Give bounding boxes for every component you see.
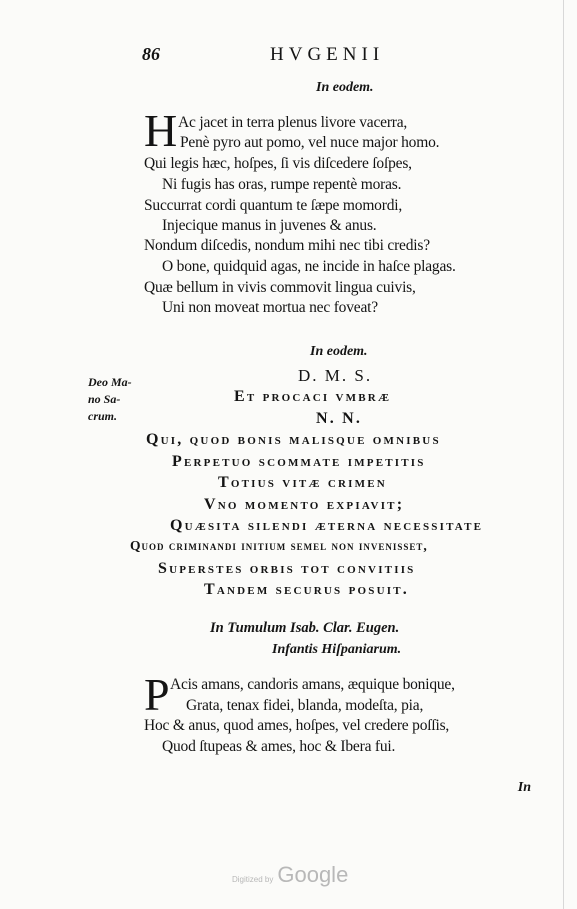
epitaph-line-4: Perpetuo scommate impetitis (172, 453, 426, 470)
poem3-line-2: Grata, tenax fidei, blanda, modeſta, pia, (186, 697, 424, 714)
margin-note-line-2: no Sa- (88, 392, 121, 406)
epitaph-line-2: N. N. (316, 410, 363, 427)
poem3-subtitle: Infantis Hiſpaniarum. (272, 642, 402, 657)
page-number: 86 (142, 44, 160, 64)
epitaph-line-10: Tandem securus posuit. (204, 581, 409, 598)
catchword: In (517, 780, 531, 795)
epitaph-line-5: Totius vitæ crimen (218, 474, 387, 491)
poem3-line-4: Quod ſtupeas & ames, hoc & Ibera fui. (162, 738, 396, 755)
poem3-drop-cap: P (144, 669, 170, 720)
digitized-watermark (232, 862, 348, 888)
poem1-line-1: Ac jacet in terra plenus livore vacerra, (178, 114, 408, 131)
poem1-line-6: Injecique manus in juvenes & anus. (162, 217, 377, 234)
running-head: HVGENII (270, 44, 385, 65)
epitaph-line-1: Et procaci vmbræ (234, 388, 392, 405)
epitaph-line-7: Quæsita silendi æterna necessitate (170, 517, 484, 534)
poem3-line-3: Hoc & anus, quod ames, hoſpes, vel credere poſſis, (144, 717, 450, 734)
poem1-line-9: Quæ bellum in vivis commovit lingua cuivis, (144, 279, 416, 296)
dms-heading: D. M. S. (298, 366, 373, 385)
poem1-line-5: Succurrat cordi quantum te ſæpe momordi, (144, 197, 403, 214)
poem1-line-3: Qui legis hæc, hoſpes, ſi vis diſcedere ſoſpes, (144, 155, 412, 172)
poem1-line-2: Penè pyro aut pomo, vel nuce major homo. (180, 134, 440, 151)
margin-note-line-3: crum. (88, 409, 118, 423)
epitaph-line-6: Vno momento expiavit; (204, 496, 405, 513)
poem1-line-4: Ni fugis has oras, rumpe repentè moras. (162, 176, 402, 193)
poem1-line-7: Nondum diſcedis, nondum mihi nec tibi credis? (144, 237, 430, 254)
poem3-title: In Tumulum Isab. Clar. Eugen. (210, 620, 400, 636)
watermark-small-text: Digitized by (232, 875, 274, 884)
epitaph-line-9: Superstes orbis tot convitiis (158, 560, 416, 577)
poem2-title: In eodem. (310, 344, 368, 359)
poem1-line-10: Uni non moveat mortua nec foveat? (162, 299, 378, 316)
poem1-line-8: O bone, quidquid agas, ne incide in haſce plagas. (162, 258, 456, 275)
watermark-google-text: Google (277, 862, 349, 887)
page-edge-line (563, 0, 564, 909)
epitaph-line-8: Quod criminandi initium semel non invenisset, (130, 538, 428, 553)
poem1-title: In eodem. (316, 80, 374, 95)
margin-note-line-1: Deo Ma- (88, 375, 132, 389)
epitaph-line-3: Qui, quod bonis malisque omnibus (146, 431, 441, 448)
poem1-drop-cap: H (144, 105, 178, 156)
poem3-line-1: Acis amans, candoris amans, æquique bonique, (170, 676, 455, 693)
